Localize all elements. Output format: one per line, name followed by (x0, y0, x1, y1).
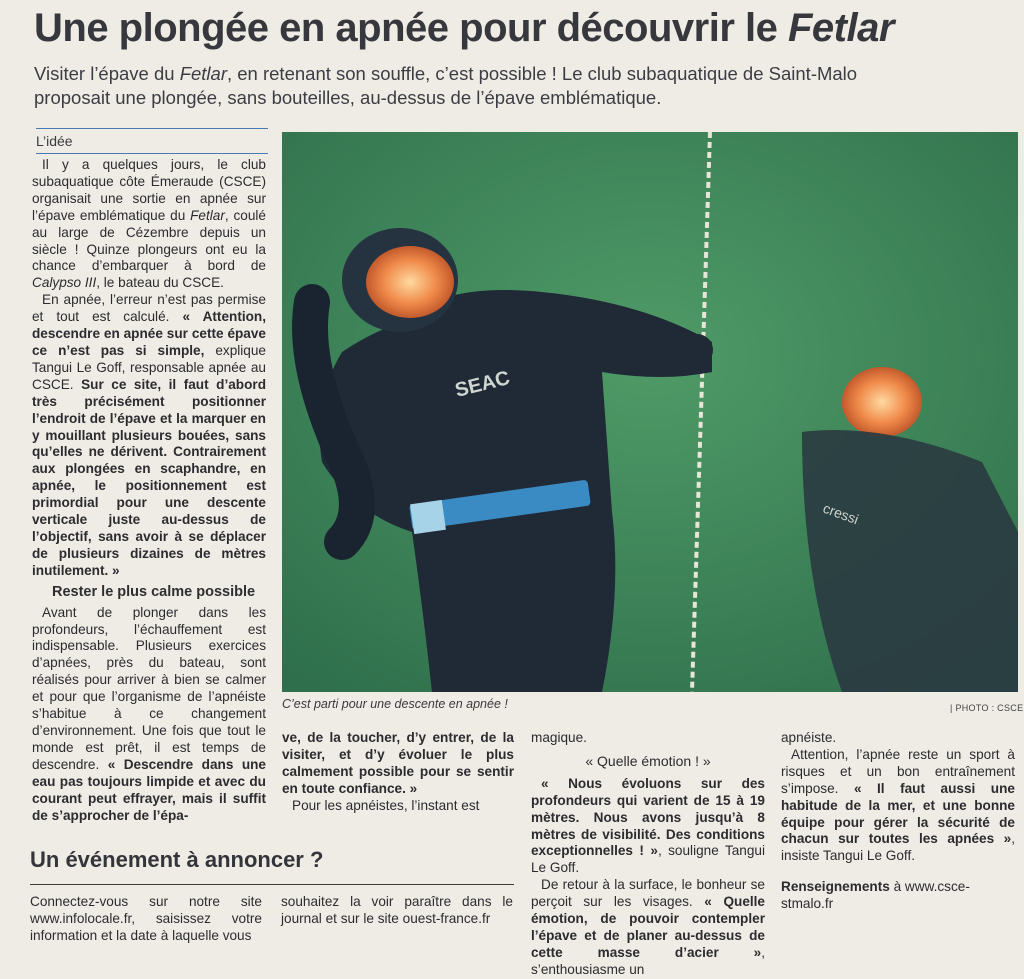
column-4 (781, 730, 1015, 913)
second-diver-mask (842, 367, 922, 437)
article-photo (282, 132, 1018, 692)
column-3 (531, 730, 765, 979)
paragraph: apnéiste. (781, 730, 837, 745)
main-diver-mask (366, 246, 454, 318)
announce-title: Un événement à annoncer ? (30, 847, 324, 872)
kicker-top-rule (36, 128, 268, 129)
article-headline: Une plongée en apnée pour découvrir le Fetlar (34, 6, 894, 50)
article-lede: Visiter l’épave du Fetlar, en retenant son souffle, c’est possible ! Le club subaquatique de Saint-Malo proposait une plongée, sans bouteilles, au-dessus de l’épave emblématique. (34, 63, 858, 108)
quote-subheading: « Quelle émotion ! » (585, 752, 711, 769)
headline-italic: Fetlar (788, 6, 894, 50)
kicker-bottom-rule (36, 153, 268, 154)
announce-column-2: souhaitez la voir paraître dans le journal et sur le site ouest-france.fr (281, 894, 513, 926)
announce-column-1: Connectez-vous sur notre site www.infolocale.fr, saisissez votre information et la date à laquelle vous (30, 894, 262, 943)
subheading: Rester le plus calme possible (52, 583, 256, 600)
info-line: Renseignements à www.csce-stmalo.fr (781, 879, 970, 912)
paragraph: Pour les apnéistes, l’instant est (292, 797, 480, 813)
column-2 (282, 730, 514, 815)
paragraph: Il y a quelques jours, le club subaquatique côte Émeraude (CSCE) organisait une sortie en apnée sur l’épave emblématique du Fetlar, coulé au large de Cézembre depuis un siècle ! Quinze plongeurs ont eu la chance d’embarquer à bord de Calypso III, le bateau du CSCE. (32, 157, 266, 291)
paragraph: Attention, l’apnée reste un sport à risques et un bon entraînement s’impose. « Il faut aussi une habitude de la mer, et une bonne équipe pour gérer la sécurité de chacun sur toutes les apnées », insiste Tangui Le Goff. (781, 746, 1015, 864)
announce-rule (30, 884, 514, 885)
paragraph: De retour à la surface, le bonheur se perçoit sur les visages. « Quelle émotion, de pouvoir contempler l’épave et de planer au-dessus de cette masse d’acier », s’enthousiasme un (531, 877, 765, 977)
paragraph: Avant de plonger dans les profondeurs, l’échauffement est indispensable. Plusieurs exercices d’apnées, près du bateau, sont réalisés pour arriver à bien se calmer et pour que l’organisme de l’apnéiste s’habitue à ce changement d’environnement. Une fois que tout le monde est prêt, il est temps de descendre. « Descendre dans une eau pas toujours limpide et avec du courant peut effrayer, mais il suffit de s’approcher de l’épa- (32, 604, 266, 823)
paragraph: ve, de la toucher, d’y entrer, de la visiter, et d’y évoluer le plus calmement possible pour se sentir en toute confiance. » (282, 730, 514, 796)
suit-logo-seac: SEAC (452, 367, 513, 402)
kicker-label: L’idée (36, 133, 73, 149)
photo-caption: C’est parti pour une descente en apnée ! (282, 697, 508, 711)
underwater-photo-illustration (282, 132, 1018, 692)
column-1 (32, 157, 266, 824)
paragraph: En apnée, l’erreur n’est pas permise et tout est calculé. « Attention, descendre en apnée sur cette épave ce n’est pas si simple, explique Tangui Le Goff, responsable apnée au CSCE. Sur ce site, il faut d’abord très précisément positionner l’endroit de l’épave et la marquer en y mouillant plusieurs bouées, sans qu’elles ne dérivent. Contrairement aux plongées en scaphandre, en apnée, le positionnement est primordial pour une descente verticale juste au-dessus de l’objectif, sans avoir à se déplacer de plusieurs dizaines de mètres inutilement. » (32, 292, 267, 578)
photo-credit: | PHOTO : CSCE (950, 703, 1024, 713)
paragraph: « Nous évoluons sur des profondeurs qui varient de 15 à 19 mètres. Nous avons jusqu’à 8 mètres de visibilité. Des conditions exceptionnelles ! », souligne Tangui Le Goff. (531, 775, 766, 876)
suit-logo-cressi: cressi (820, 499, 861, 528)
paragraph: magique. (531, 730, 587, 745)
